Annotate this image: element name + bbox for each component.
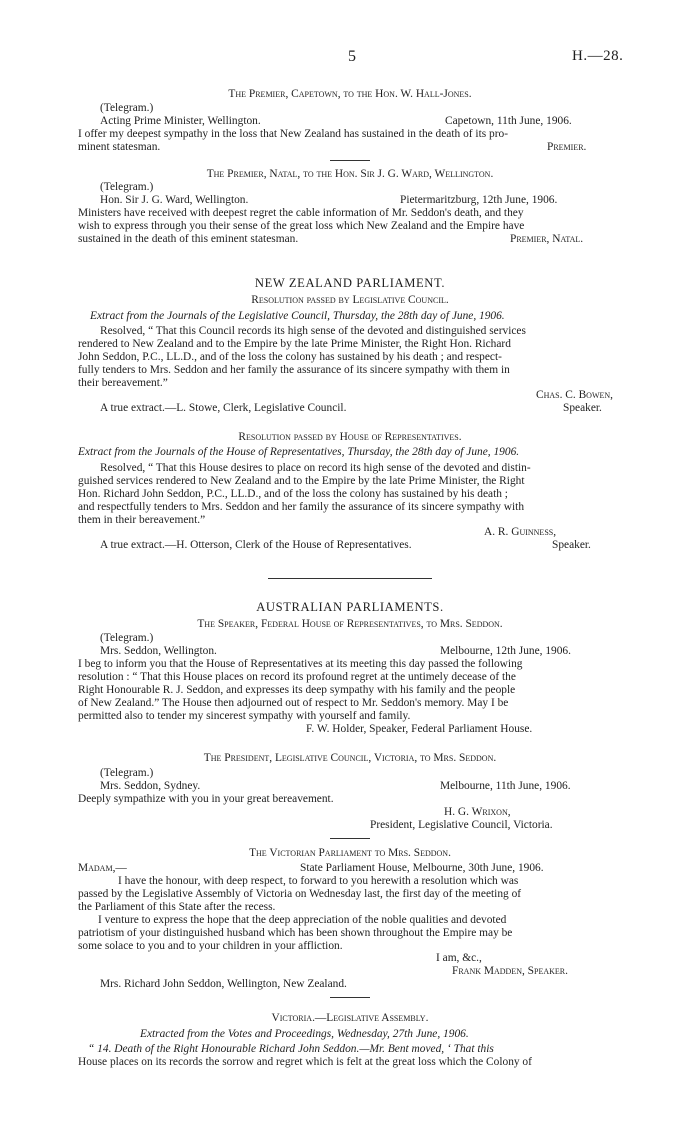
federal-telegram-body: of New Zealand.” The House then adjourned out of respect to Mr. Seddon's memory. May I be: [78, 697, 509, 709]
house-extract-line: Extract from the Journals of the House of Representatives, Thursday, the 28th day of June, 1906.: [78, 446, 520, 458]
council-resolution-text: Resolved, “ That this Council records its high sense of the devoted and distinguished services: [100, 325, 526, 337]
australian-parliaments-heading: AUSTRALIAN PARLIAMENTS.: [256, 600, 444, 614]
natal-telegram-body: sustained in the death of this eminent statesman.: [78, 233, 299, 245]
letter-salutation: Madam,—: [78, 862, 127, 874]
letter-body: passed by the Legislative Assembly of Victoria on Wednesday last, the first day of the meeting of: [78, 888, 522, 900]
natal-telegram-to: Hon. Sir J. G. Ward, Wellington.: [100, 194, 249, 206]
divider: [330, 838, 370, 839]
letter-closing: I am, &c.,: [436, 952, 482, 964]
victoria-council-telegram-title: The President, Legislative Council, Victoria, to Mrs. Seddon.: [203, 752, 497, 764]
victoria-council-telegram-body: Deeply sympathize with you in your great bereavement.: [78, 793, 334, 805]
assembly-extract-line: Extracted from the Votes and Proceedings, Wednesday, 27th June, 1906.: [140, 1028, 469, 1040]
natal-telegram-body: wish to express through you their sense of the great loss which New Zealand and the Empire have: [78, 220, 525, 232]
cape-telegram-label: (Telegram.): [100, 102, 154, 114]
house-signer: A. R. Guinness,: [484, 526, 557, 538]
federal-telegram-body: permitted also to tender my sincerest sympathy with yourself and family.: [78, 710, 411, 722]
natal-telegram-label: (Telegram.): [100, 181, 154, 193]
natal-telegram-signature: Premier, Natal.: [510, 233, 584, 245]
victoria-council-telegram-date: Melbourne, 11th June, 1906.: [440, 780, 571, 792]
federal-telegram-title: The Speaker, Federal House of Representatives, to Mrs. Seddon.: [197, 618, 503, 630]
legislative-assembly-title: Victoria.—Legislative Assembly.: [271, 1012, 429, 1024]
house-resolution-text: them in their bereavement.”: [78, 514, 206, 526]
house-attestation: A true extract.—H. Otterson, Clerk of the House of Representatives.: [100, 539, 412, 551]
council-resolution-text: fully tenders to Mrs. Seddon and her family the assurance of its sincere sympathy with them in: [78, 364, 510, 376]
house-resolution-text: and respectfully tenders to Mrs. Seddon and her family the assurance of its sincere sympathy with: [78, 501, 525, 513]
cape-telegram-date: Capetown, 11th June, 1906.: [445, 115, 572, 127]
federal-telegram-to: Mrs. Seddon, Wellington.: [100, 645, 217, 657]
divider: [330, 160, 370, 161]
natal-telegram-body: Ministers have received with deepest regret the cable information of Mr. Seddon's death, and they: [78, 207, 524, 219]
federal-telegram-date: Melbourne, 12th June, 1906.: [440, 645, 571, 657]
council-extract-line: Extract from the Journals of the Legislative Council, Thursday, the 28th day of June, 1906.: [90, 310, 505, 322]
council-resolution-text: rendered to New Zealand and to the Empire by the late Prime Minister, the Right Hon. Richard: [78, 338, 511, 350]
cape-telegram-signature: Premier.: [547, 141, 587, 153]
house-signer-office: Speaker.: [552, 539, 591, 551]
page-number: 5: [348, 48, 356, 65]
divider: [330, 997, 370, 998]
natal-telegram-title: The Premier, Natal, to the Hon. Sir J. G. Ward, Wellington.: [206, 168, 494, 180]
letter-body: some solace to you and to your children in your affliction.: [78, 940, 343, 952]
council-resolution-text: John Seddon, P.C., LL.D., and of the loss the colony has sustained by his death ; and respect-: [78, 351, 502, 363]
victoria-council-signer: H. G. Wrixon,: [444, 806, 511, 818]
letter-body: the Parliament of this State after the recess.: [78, 901, 276, 913]
federal-telegram-signature: F. W. Holder, Speaker, Federal Parliament House.: [306, 723, 533, 735]
house-resolution-text: Resolved, “ That this House desires to place on record its high sense of the devoted and distin-: [100, 462, 531, 474]
letter-body: patriotism of your distinguished husband which has been shown throughout the Empire may be: [78, 927, 513, 939]
victorian-parliament-letter-title: The Victorian Parliament to Mrs. Seddon.: [249, 847, 451, 859]
letter-signer: Frank Madden, Speaker.: [452, 965, 568, 977]
house-resolution-heading: Resolution passed by House of Representatives.: [238, 431, 462, 443]
federal-telegram-label: (Telegram.): [100, 632, 154, 644]
natal-telegram-date: Pietermaritzburg, 12th June, 1906.: [400, 194, 558, 206]
paper-reference: H.—28.: [572, 48, 624, 64]
council-resolution-text: their bereavement.”: [78, 377, 168, 389]
council-attestation: A true extract.—L. Stowe, Clerk, Legislative Council.: [100, 402, 347, 414]
council-resolution-heading: Resolution passed by Legislative Council.: [251, 294, 449, 306]
victoria-council-telegram-to: Mrs. Seddon, Sydney.: [100, 780, 201, 792]
section-divider: [268, 578, 432, 579]
assembly-motion-text: House places on its records the sorrow and regret which is felt at the great loss which the Colony of: [78, 1056, 532, 1068]
cape-telegram-to: Acting Prime Minister, Wellington.: [100, 115, 261, 127]
assembly-motion-text: “ 14. Death of the Right Honourable Richard John Seddon.—Mr. Bent moved, ‘ That this: [88, 1043, 494, 1055]
council-signer-office: Speaker.: [563, 402, 602, 414]
federal-telegram-body: I beg to inform you that the House of Representatives at its meeting this day passed the following: [78, 658, 523, 670]
victoria-council-telegram-label: (Telegram.): [100, 767, 154, 779]
house-resolution-text: Hon. Richard John Seddon, P.C., LL.D., and of the loss the colony has sustained by his death ;: [78, 488, 508, 500]
house-resolution-text: guished services rendered to New Zealand and to the Empire by the late Prime Minister, the Right: [78, 475, 525, 487]
cape-telegram-body: I offer my deepest sympathy in the loss that New Zealand has sustained in the death of its pro-: [78, 128, 508, 140]
council-signer: Chas. C. Bowen,: [536, 389, 614, 401]
cape-telegram-title: The Premier, Capetown, to the Hon. W. Hall-Jones.: [228, 88, 472, 100]
nz-parliament-heading: NEW ZEALAND PARLIAMENT.: [254, 276, 446, 290]
federal-telegram-body: resolution : “ That this House places on record its profound regret at the untimely decease of the: [78, 671, 516, 683]
cape-telegram-body: minent statesman.: [78, 141, 161, 153]
victoria-council-signer-office: President, Legislative Council, Victoria.: [370, 819, 553, 831]
letter-addressee: Mrs. Richard John Seddon, Wellington, New Zealand.: [100, 978, 347, 990]
letter-body: I have the honour, with deep respect, to forward to you herewith a resolution which was: [118, 875, 519, 887]
federal-telegram-body: Right Honourable R. J. Seddon, and expresses its deep sympathy with his family and the people: [78, 684, 516, 696]
letter-address: State Parliament House, Melbourne, 30th June, 1906.: [300, 862, 544, 874]
letter-body: I venture to express the hope that the deep appreciation of the noble qualities and devoted: [98, 914, 507, 926]
